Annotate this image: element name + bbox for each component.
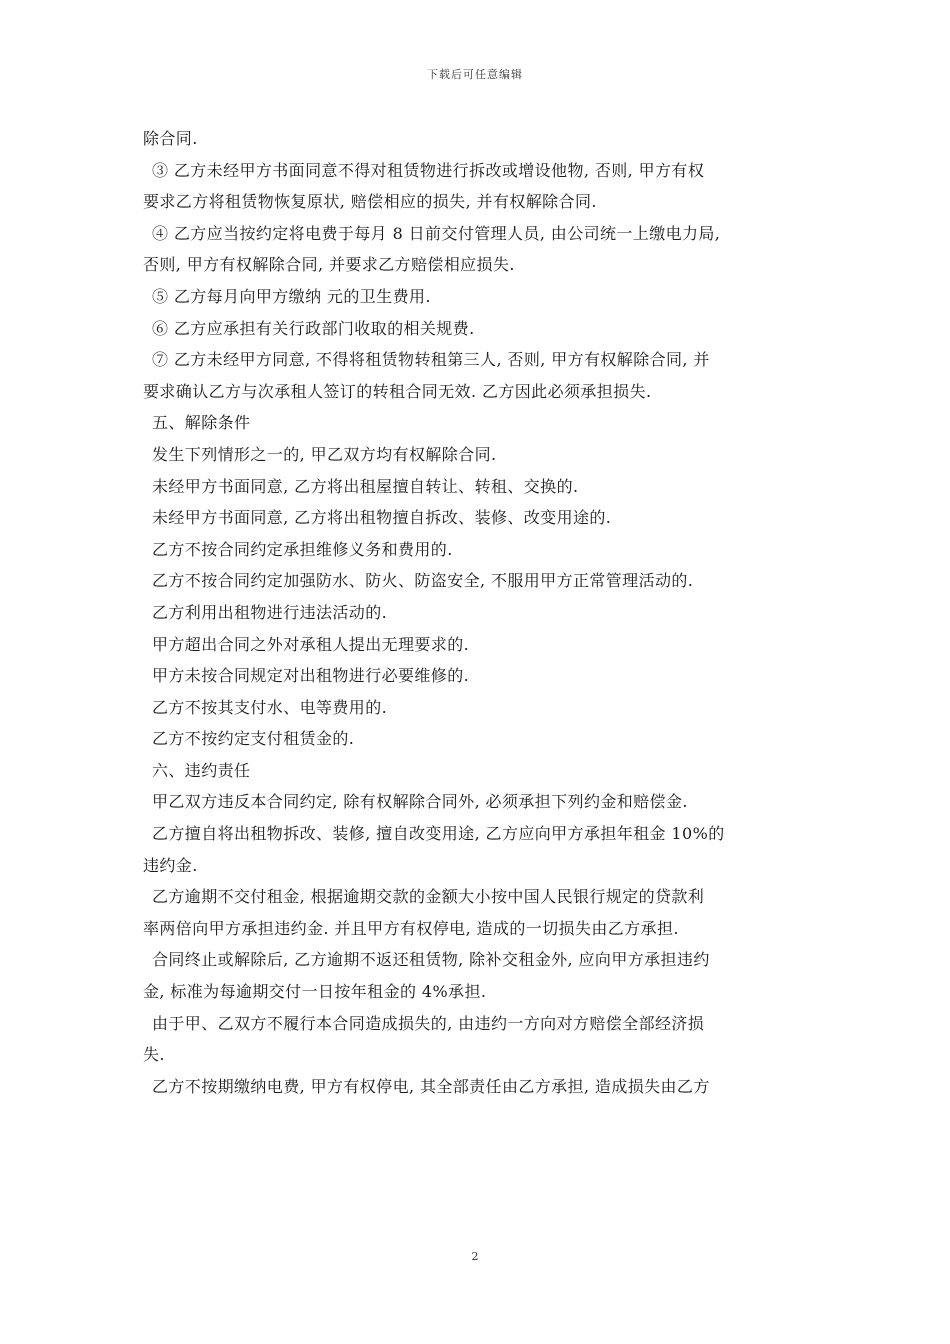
text-line: 乙方不按合同约定加强防水、防火、防盗安全, 不服用甲方正常管理活动的.	[152, 571, 694, 591]
text-line: 六、违约责任	[152, 760, 251, 780]
text-line: ⑦ 乙方未经甲方同意, 不得将租赁物转租第三人, 否则, 甲方有权解除合同, 并	[152, 350, 710, 370]
text-line: 要求确认乙方与次承租人签订的转租合同无效. 乙方因此必须承担损失.	[143, 381, 652, 401]
text-line: 合同终止或解除后, 乙方逾期不返还租赁物, 除补交租金外, 应向甲方承担违约	[152, 950, 710, 970]
text-line: 乙方不按其支付水、电等费用的.	[152, 697, 388, 717]
text-line: 甲方超出合同之外对承租人提出无理要求的.	[152, 634, 470, 654]
text-line: 除合同.	[143, 129, 198, 148]
text-line: 乙方不按期缴纳电费, 甲方有权停电, 其全部责任由乙方承担, 造成损失由乙方	[152, 1076, 710, 1096]
text-line: ⑤ 乙方每月向甲方缴纳 元的卫生费用.	[152, 286, 431, 306]
text-line: 未经甲方书面同意, 乙方将出租物擅自拆改、装修、改变用途的.	[152, 508, 612, 528]
text-line: 乙方利用出租物进行违法活动的.	[152, 602, 388, 622]
text-line: 率两倍向甲方承担违约金. 并且甲方有权停电, 造成的一切损失由乙方承担.	[143, 918, 679, 938]
page-header-note: 下载后可任意编辑	[427, 68, 523, 81]
text-line: 乙方擅自将出租物拆改、装修, 擅自改变用途, 乙方应向甲方承担年租金 10%的	[152, 824, 725, 844]
text-line: 发生下列情形之一的, 甲乙双方均有权解除合同.	[152, 444, 497, 464]
text-line: 未经甲方书面同意, 乙方将出租屋擅自转让、转租、交换的.	[152, 476, 579, 496]
text-line: 甲乙双方违反本合同约定, 除有权解除合同外, 必须承担下列约金和赔偿金.	[152, 792, 688, 812]
text-line: 五、解除条件	[152, 413, 251, 433]
text-line: 违约金.	[143, 855, 198, 875]
text-line: 失.	[143, 1045, 165, 1065]
text-line: 否则, 甲方有权解除合同, 并要求乙方赔偿相应损失.	[143, 255, 515, 275]
document-body	[143, 123, 813, 1102]
page-number: 2	[471, 1250, 479, 1263]
text-line: ③ 乙方未经甲方书面同意不得对租赁物进行拆改或增设他物, 否则, 甲方有权	[152, 160, 705, 180]
text-line: ④ 乙方应当按约定将电费于每月 8 日前交付管理人员, 由公司统一上缴电力局,	[152, 223, 721, 243]
text-line: 要求乙方将租赁物恢复原状, 赔偿相应的损失, 并有权解除合同.	[143, 192, 597, 212]
text-line: 乙方逾期不交付租金, 根据逾期交款的金额大小按中国人民银行规定的贷款利	[152, 887, 705, 907]
text-line: ⑥ 乙方应承担有关行政部门收取的相关规费.	[152, 318, 475, 338]
text-line: 金, 标准为每逾期交付一日按年租金的 4%承担.	[143, 982, 487, 1002]
text-line: 乙方不按合同约定承担维修义务和费用的.	[152, 539, 453, 559]
text-line: 甲方未按合同规定对出租物进行必要维修的.	[152, 666, 470, 686]
text-line: 由于甲、乙双方不履行本合同造成损失的, 由违约一方向对方赔偿全部经济损	[152, 1013, 705, 1033]
text-line: 乙方不按约定支付租赁金的.	[152, 729, 355, 749]
